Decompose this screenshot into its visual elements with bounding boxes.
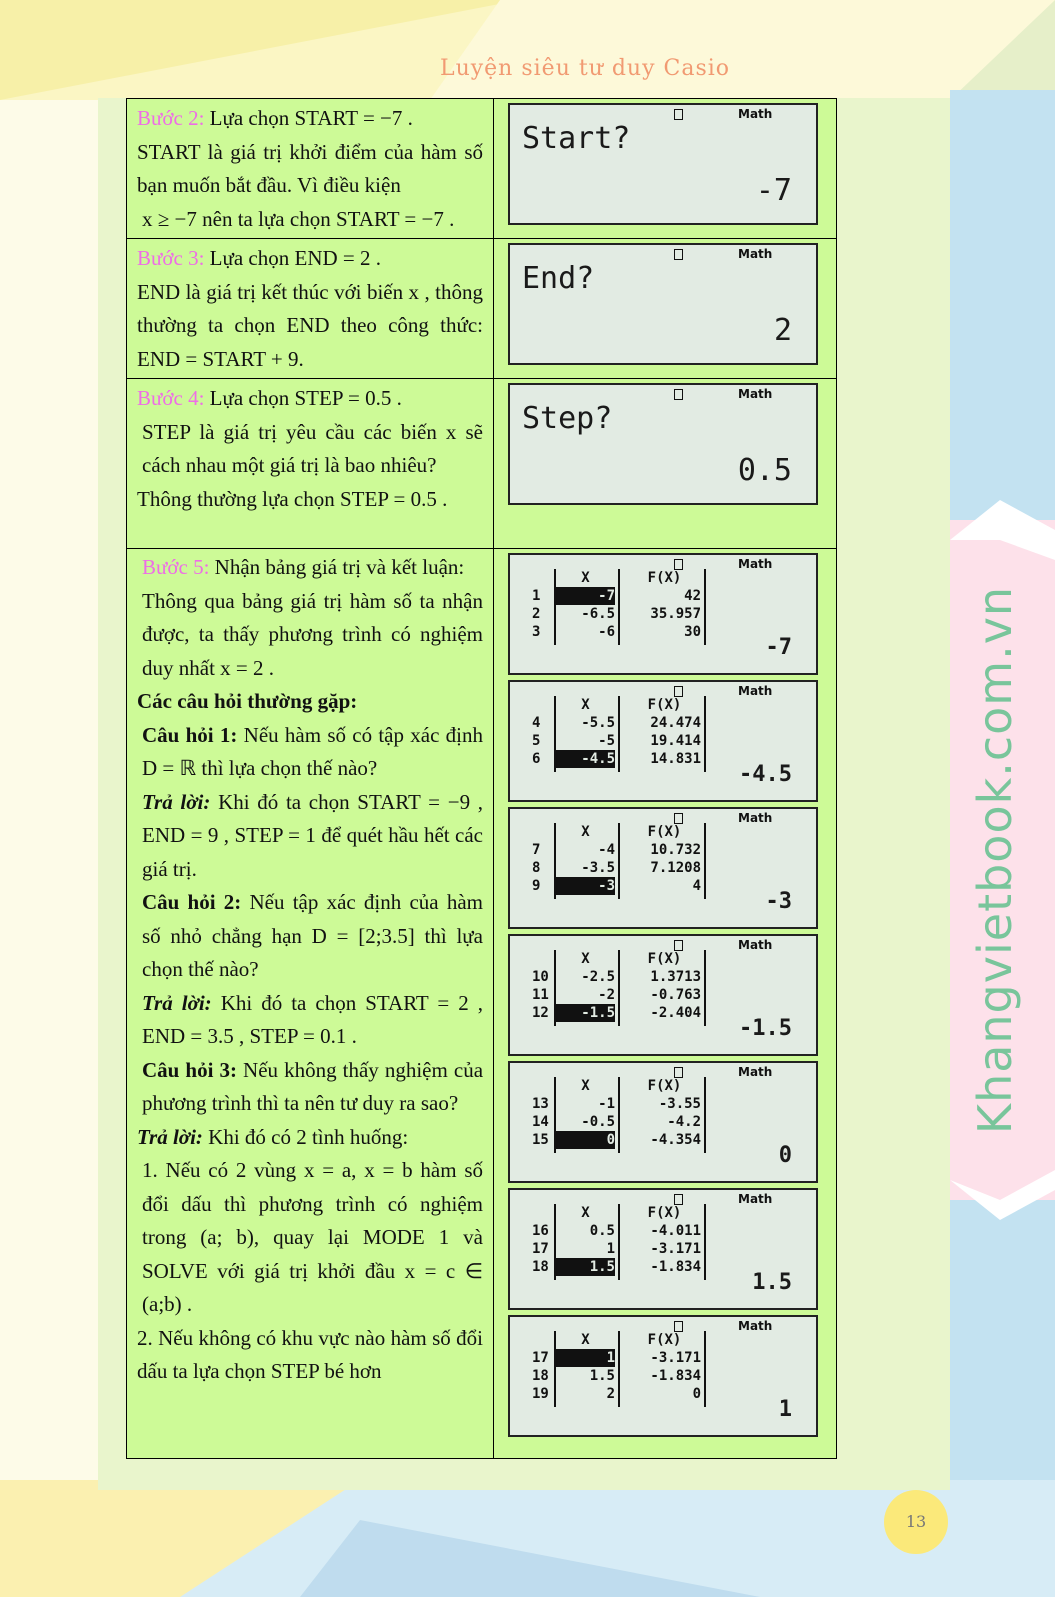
row-number: 13 — [532, 1096, 549, 1112]
fx-column — [628, 1204, 706, 1280]
calculator-table-screen — [508, 680, 818, 802]
steps-table — [126, 98, 837, 1459]
publisher-watermark: Khangvietbook.com.vn — [968, 585, 1022, 1135]
x-column-header: X — [581, 570, 590, 586]
fx-value-cell: -4.2 — [667, 1114, 701, 1130]
fx-column — [628, 569, 706, 645]
question-text: Nếu tập xác định của hàm số nhỏ chẳng hạn D = [2;3.5] thì lựa chọn thế nào? — [142, 890, 483, 981]
question-label: Câu hỏi 3: — [142, 1057, 237, 1082]
selected-value: 1.5 — [752, 1270, 792, 1295]
row-number: 17 — [532, 1241, 549, 1257]
answer-label: Trả lời: — [142, 990, 212, 1015]
math-mode-indicator: Math — [738, 811, 773, 825]
x-value-cell: -6 — [598, 624, 615, 640]
row-number: 7 — [532, 842, 541, 858]
math-mode-indicator: Math — [738, 107, 773, 121]
x-column — [554, 569, 620, 645]
fx-value-cell: -1.834 — [650, 1368, 701, 1384]
step-text-cell — [127, 379, 494, 549]
calculator-screen — [508, 243, 818, 365]
row-number-column — [532, 714, 540, 768]
math-mode-indicator: Math — [738, 938, 773, 952]
row-number-column — [532, 1349, 549, 1403]
fx-column-header: F(X) — [647, 824, 682, 840]
calculator-screen — [508, 103, 818, 225]
x-column-header: X — [581, 824, 590, 840]
fx-column — [628, 823, 706, 899]
row-number: 18 — [532, 1259, 549, 1275]
question-label: Câu hỏi 2: — [142, 890, 242, 914]
fx-value-cell: -2.404 — [650, 1005, 701, 1021]
fx-value-cell: 4 — [692, 878, 701, 894]
battery-indicator-icon — [674, 389, 683, 400]
fx-column-header: F(X) — [647, 570, 682, 586]
calculator-table-screen — [508, 1061, 818, 1183]
row-number: 6 — [532, 751, 541, 767]
x-column — [554, 1331, 620, 1407]
row-number-column — [532, 1222, 549, 1276]
fx-value-cell: 35.957 — [650, 606, 701, 622]
calculator-table-screen — [508, 553, 818, 675]
row-number-column — [532, 841, 540, 895]
row-number: 1 — [532, 588, 541, 604]
fx-value-cell: 14.831 — [650, 751, 701, 767]
selected-value: 0 — [778, 1143, 792, 1168]
fx-column — [628, 1077, 706, 1153]
x-value-cell: -4 — [598, 842, 615, 858]
calculator-table-screen — [508, 807, 818, 929]
screen-prompt: End? — [522, 261, 595, 296]
x-column — [554, 1204, 620, 1280]
step-title: Lựa chọn START = −7 . — [209, 106, 413, 130]
page-number-badge: 13 — [884, 1490, 948, 1554]
x-value-cell: 1 — [556, 1349, 615, 1367]
screen-prompt: Step? — [522, 401, 613, 436]
fx-value-cell: 1.3713 — [650, 969, 701, 985]
screen-value: 0.5 — [737, 453, 792, 488]
row-number: 8 — [532, 860, 541, 876]
faq-heading: Các câu hỏi thường gặp: — [137, 689, 358, 713]
question-label: Câu hỏi 1: — [142, 722, 238, 747]
x-value-cell: 0 — [556, 1131, 615, 1149]
fx-column — [628, 1331, 706, 1407]
answer-text: Khi đó ta chọn START = −9 , END = 9 , STEP = 1 để quét hầu hết các giá trị. — [142, 789, 484, 881]
row-number-column — [532, 1095, 549, 1149]
selected-value: -4.5 — [739, 762, 792, 787]
fx-column-header: F(X) — [647, 1078, 682, 1094]
selected-value: -1.5 — [739, 1016, 792, 1041]
calculator-table-screen — [508, 1188, 818, 1310]
fx-value-cell: -3.171 — [650, 1350, 701, 1366]
x-value-cell: -1 — [598, 1096, 615, 1112]
fx-column — [628, 696, 706, 772]
row-number: 16 — [532, 1223, 549, 1239]
calculator-table-screen — [508, 1315, 818, 1437]
x-column — [554, 696, 620, 772]
fx-value-cell: 19.414 — [650, 733, 701, 749]
fx-column-header: F(X) — [647, 1205, 682, 1221]
fx-value-cell: -0.763 — [650, 987, 701, 1003]
calculator-table-screen — [508, 934, 818, 1056]
selected-value: -3 — [765, 889, 792, 914]
x-column-header: X — [581, 697, 590, 713]
step-text-cell — [127, 99, 494, 239]
screen-value: 2 — [773, 313, 792, 348]
x-value-cell: -5.5 — [581, 715, 615, 731]
table-screens-cell — [494, 549, 837, 1459]
step-label: Bước 5: — [142, 555, 210, 579]
math-mode-indicator: Math — [738, 1319, 773, 1333]
row-number: 11 — [532, 987, 549, 1003]
step-screen-cell — [494, 99, 837, 239]
step-row — [127, 379, 837, 549]
step-body: END là giá trị kết thúc với biến x , thông thường ta chọn END theo công thức: END = START + 9. — [137, 279, 483, 371]
step-row — [127, 99, 837, 239]
row-number-column — [532, 587, 540, 641]
x-column-header: X — [581, 1332, 590, 1348]
step-title: Lựa chọn STEP = 0.5 . — [209, 386, 402, 410]
row-number: 9 — [532, 878, 541, 894]
step-row — [127, 549, 837, 1459]
fx-value-cell: 0 — [692, 1386, 701, 1402]
fx-value-cell: 7.1208 — [650, 860, 701, 876]
step5-paragraph: Thông qua bảng giá trị hàm số ta nhận được, ta thấy phương trình có nghiệm duy nhất x = 2 . — [142, 588, 483, 680]
fx-value-cell: 42 — [684, 588, 701, 604]
x-value-cell: 2 — [606, 1386, 615, 1402]
fx-column-header: F(X) — [647, 951, 682, 967]
step-body-2: x ≥ −7 nên ta lựa chọn START = −7 . — [142, 206, 455, 231]
question-text: Nếu hàm số có tập xác định D = ℝ thì lựa chọn thế nào? — [142, 722, 483, 780]
row-number: 15 — [532, 1132, 549, 1148]
fx-value-cell: -1.834 — [650, 1259, 701, 1275]
x-column — [554, 823, 620, 899]
running-header: Luyện siêu tư duy Casio — [439, 56, 731, 81]
answer-label: Trả lời: — [142, 789, 211, 814]
fx-value-cell: 30 — [684, 624, 701, 640]
x-column — [554, 1077, 620, 1153]
math-mode-indicator: Math — [738, 387, 773, 401]
math-mode-indicator: Math — [738, 1065, 773, 1079]
x-column-header: X — [581, 951, 590, 967]
fx-value-cell: -3.55 — [658, 1096, 701, 1112]
answer-label: Trả lời: — [137, 1124, 203, 1149]
fx-value-cell: -3.171 — [650, 1241, 701, 1257]
x-value-cell: -1.5 — [556, 1004, 615, 1022]
step-body-2: Thông thường lựa chọn STEP = 0.5 . — [137, 486, 448, 511]
row-number: 5 — [532, 733, 541, 749]
row-number: 3 — [532, 624, 541, 640]
question-text: Nếu không thấy nghiệm của phương trình thì ta nên tư duy ra sao? — [142, 1057, 484, 1115]
math-mode-indicator: Math — [738, 557, 773, 571]
step-label: Bước 2: — [137, 106, 205, 130]
x-value-cell: -2 — [598, 987, 615, 1003]
answer-text: Khi đó có 2 tình huống: — [208, 1124, 409, 1149]
math-mode-indicator: Math — [738, 1192, 773, 1206]
case-one: 1. Nếu có 2 vùng x = a, x = b hàm số đổi dấu thì phương trình có nghiệm trong (a; b), quay lại MODE 1 và SOLVE với giá trị khởi đầu x = c ∈ (a;b) . — [142, 1158, 483, 1316]
step-label: Bước 3: — [137, 246, 205, 270]
fx-value-cell: -4.011 — [650, 1223, 701, 1239]
fx-value-cell: -4.354 — [650, 1132, 701, 1148]
x-value-cell: 0.5 — [589, 1223, 615, 1239]
step-title: Nhận bảng giá trị và kết luận: — [214, 555, 465, 579]
step-body: START là giá trị khởi điểm của hàm số bạn muốn bắt đầu. Vì điều kiện — [137, 139, 483, 197]
step-screen-cell — [494, 239, 837, 379]
x-value-cell: 1.5 — [589, 1368, 615, 1384]
x-value-cell: -4.5 — [556, 750, 615, 768]
screen-value: -7 — [755, 173, 792, 208]
math-mode-indicator: Math — [738, 247, 773, 261]
step-text-cell — [127, 549, 494, 1459]
fx-column-header: F(X) — [647, 697, 682, 713]
x-value-cell: 1.5 — [556, 1258, 615, 1276]
step-body: STEP là giá trị yêu cầu các biến x sẽ cách nhau một giá trị là bao nhiêu? — [142, 419, 483, 477]
x-column — [554, 950, 620, 1026]
math-mode-indicator: Math — [738, 684, 773, 698]
fx-column — [628, 950, 706, 1026]
x-value-cell: -2.5 — [581, 969, 615, 985]
step-row — [127, 239, 837, 379]
step-title: Lựa chọn END = 2 . — [209, 246, 382, 270]
x-value-cell: -3 — [556, 877, 615, 895]
case-two: 2. Nếu không có khu vực nào hàm số đổi dấu ta lựa chọn STEP bé hơn — [137, 1325, 483, 1383]
screen-prompt: Start? — [522, 121, 631, 156]
x-value-cell: -5 — [598, 733, 615, 749]
battery-indicator-icon — [674, 249, 683, 260]
fx-value-cell: 24.474 — [650, 715, 701, 731]
x-value-cell: -3.5 — [581, 860, 615, 876]
step-label: Bước 4: — [137, 386, 205, 410]
selected-value: -7 — [765, 635, 792, 660]
row-number: 18 — [532, 1368, 549, 1384]
row-number-column — [532, 968, 549, 1022]
x-column-header: X — [581, 1205, 590, 1221]
fx-value-cell: 10.732 — [650, 842, 701, 858]
row-number: 4 — [532, 715, 541, 731]
row-number: 19 — [532, 1386, 549, 1402]
step-text-cell — [127, 239, 494, 379]
x-column-header: X — [581, 1078, 590, 1094]
fx-column-header: F(X) — [647, 1332, 682, 1348]
x-value-cell: -0.5 — [581, 1114, 615, 1130]
row-number: 14 — [532, 1114, 549, 1130]
answer-text: Khi đó ta chọn START = 2 , END = 3.5 , STEP = 0.1 . — [142, 990, 484, 1048]
calculator-screen — [508, 383, 818, 505]
x-value-cell: -7 — [556, 587, 615, 605]
battery-indicator-icon — [674, 109, 683, 120]
row-number: 2 — [532, 606, 541, 622]
step-screen-cell — [494, 379, 837, 549]
selected-value: 1 — [778, 1397, 792, 1422]
x-value-cell: -6.5 — [581, 606, 615, 622]
row-number: 12 — [532, 1005, 549, 1021]
row-number: 17 — [532, 1350, 549, 1366]
row-number: 10 — [532, 969, 549, 985]
x-value-cell: 1 — [606, 1241, 615, 1257]
